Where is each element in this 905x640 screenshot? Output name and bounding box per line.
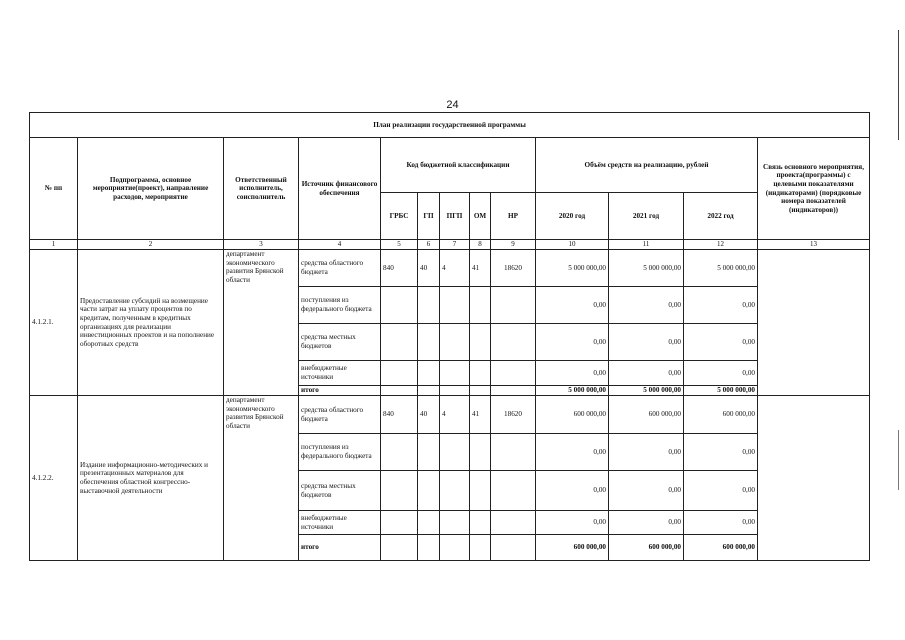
gp-cell: [418, 535, 440, 561]
col-header-responsible: Ответственный исполнитель, соисполнитель: [224, 138, 299, 240]
column-number: 9: [491, 240, 536, 250]
nr-cell: [491, 361, 536, 386]
indicator-link-cell: [758, 396, 870, 561]
column-number: 2: [78, 240, 224, 250]
amount-2022: 0,00: [684, 434, 758, 471]
pgp-cell: [440, 434, 470, 471]
om-cell: [470, 434, 491, 471]
column-number-row: [30, 240, 870, 250]
nr-cell: [491, 535, 536, 561]
amount-2021: 0,00: [609, 434, 684, 471]
amount-2021: 600 000,00: [609, 396, 684, 434]
col-header-om: ОМ: [470, 193, 491, 240]
column-number: 1: [30, 240, 78, 250]
gp-cell: [418, 471, 440, 511]
amount-2022: 0,00: [684, 471, 758, 511]
amount-2021: 5 000 000,00: [609, 386, 684, 396]
col-header-pgp: ПГП: [440, 193, 470, 240]
nr-cell: [491, 471, 536, 511]
source-cell: поступления из федерального бюджета: [299, 287, 381, 324]
col-header-2022: 2022 год: [684, 193, 758, 240]
col-header-program: Подпрограмма, основное мероприятие(проект), направление расходов, мероприятие: [78, 138, 224, 240]
column-number: 4: [299, 240, 381, 250]
nr-cell: [491, 324, 536, 361]
amount-2020: 0,00: [536, 361, 609, 386]
indicator-link-cell: [758, 250, 870, 396]
om-cell: [470, 511, 491, 535]
source-cell: итого: [299, 535, 381, 561]
om-cell: [470, 287, 491, 324]
om-cell: [470, 535, 491, 561]
gp-cell: 40: [418, 250, 440, 287]
pgp-cell: [440, 361, 470, 386]
pgp-cell: [440, 535, 470, 561]
scan-artifact-line: [898, 30, 899, 140]
om-cell: [470, 471, 491, 511]
source-cell: средства областного бюджета: [299, 396, 381, 434]
col-header-2020: 2020 год: [536, 193, 609, 240]
source-cell: внебюджетные источники: [299, 361, 381, 386]
grbs-cell: [381, 386, 418, 396]
nr-cell: [491, 511, 536, 535]
item-name: Предоставление субсидий на возмещение части затрат на уплату процентов по кредитам, полученным в кредитных организациях для реализации инвестиционных проектов и на пополнение оборотных средств: [78, 250, 224, 396]
amount-2021: 0,00: [609, 511, 684, 535]
gp-cell: 40: [418, 396, 440, 434]
source-cell: поступления из федерального бюджета: [299, 434, 381, 471]
amount-2020: 0,00: [536, 434, 609, 471]
grbs-cell: 840: [381, 396, 418, 434]
program-plan-table: [29, 112, 870, 561]
amount-2020: 0,00: [536, 287, 609, 324]
pgp-cell: [440, 386, 470, 396]
amount-2020: 600 000,00: [536, 535, 609, 561]
item-responsible: департамент экономического развития Брянской области: [224, 250, 299, 396]
grbs-cell: [381, 324, 418, 361]
col-header-link: Связь основного мероприятия, проекта(программы) с целевыми показателями (индикаторами) (порядковые номера показателей (индикаторов)): [758, 138, 870, 240]
gp-cell: [418, 511, 440, 535]
col-header-nr: НР: [491, 193, 536, 240]
grbs-cell: 840: [381, 250, 418, 287]
column-number: 10: [536, 240, 609, 250]
source-cell: итого: [299, 386, 381, 396]
gp-cell: [418, 324, 440, 361]
grbs-cell: [381, 287, 418, 324]
amount-2022: 0,00: [684, 511, 758, 535]
col-header-no: № пп: [30, 138, 78, 240]
pgp-cell: 4: [440, 396, 470, 434]
page-number: 24: [446, 99, 459, 111]
gp-cell: [418, 434, 440, 471]
nr-cell: [491, 287, 536, 324]
column-number: 6: [418, 240, 440, 250]
amount-2022: 0,00: [684, 361, 758, 386]
item-number: 4.1.2.2.: [30, 396, 78, 561]
nr-cell: [491, 386, 536, 396]
gp-cell: [418, 287, 440, 324]
table-row: [30, 250, 870, 287]
amount-2020: 0,00: [536, 511, 609, 535]
om-cell: 41: [470, 250, 491, 287]
column-number: 3: [224, 240, 299, 250]
source-cell: средства местных бюджетов: [299, 324, 381, 361]
grbs-cell: [381, 471, 418, 511]
item-number: 4.1.2.1.: [30, 250, 78, 396]
amount-2022: 0,00: [684, 287, 758, 324]
amount-2021: 0,00: [609, 287, 684, 324]
column-number: 13: [758, 240, 870, 250]
amount-2022: 600 000,00: [684, 396, 758, 434]
col-header-2021: 2021 год: [609, 193, 684, 240]
amount-2021: 600 000,00: [609, 535, 684, 561]
amount-2021: 0,00: [609, 324, 684, 361]
col-header-volume: Объём средств на реализацию, рублей: [536, 138, 758, 193]
amount-2022: 600 000,00: [684, 535, 758, 561]
pgp-cell: [440, 287, 470, 324]
item-name: Издание информационно-методических и презентационных материалов для обеспечения областной конгрессно-выставочной деятельности: [78, 396, 224, 561]
amount-2020: 5 000 000,00: [536, 250, 609, 287]
gp-cell: [418, 386, 440, 396]
grbs-cell: [381, 535, 418, 561]
table-title: План реализации государственной программы: [30, 113, 870, 138]
scan-artifact-line: [898, 430, 899, 490]
amount-2020: 0,00: [536, 471, 609, 511]
col-header-grbs: ГРБС: [381, 193, 418, 240]
col-header-gp: ГП: [418, 193, 440, 240]
column-number: 7: [440, 240, 470, 250]
amount-2022: 0,00: [684, 324, 758, 361]
amount-2021: 0,00: [609, 361, 684, 386]
col-header-source: Источник финансового обеспечения: [299, 138, 381, 240]
grbs-cell: [381, 361, 418, 386]
grbs-cell: [381, 434, 418, 471]
column-number: 11: [609, 240, 684, 250]
pgp-cell: 4: [440, 250, 470, 287]
amount-2021: 5 000 000,00: [609, 250, 684, 287]
nr-cell: 18620: [491, 396, 536, 434]
om-cell: [470, 361, 491, 386]
source-cell: внебюджетные источники: [299, 511, 381, 535]
amount-2020: 0,00: [536, 324, 609, 361]
item-responsible: департамент экономического развития Брянской области: [224, 396, 299, 561]
om-cell: [470, 386, 491, 396]
amount-2021: 0,00: [609, 471, 684, 511]
column-number: 12: [684, 240, 758, 250]
grbs-cell: [381, 511, 418, 535]
column-number: 5: [381, 240, 418, 250]
amount-2022: 5 000 000,00: [684, 250, 758, 287]
nr-cell: 18620: [491, 250, 536, 287]
amount-2020: 600 000,00: [536, 396, 609, 434]
om-cell: 41: [470, 396, 491, 434]
source-cell: средства местных бюджетов: [299, 471, 381, 511]
gp-cell: [418, 361, 440, 386]
nr-cell: [491, 434, 536, 471]
column-number: 8: [470, 240, 491, 250]
pgp-cell: [440, 471, 470, 511]
pgp-cell: [440, 511, 470, 535]
source-cell: средства областного бюджета: [299, 250, 381, 287]
table-row: [30, 396, 870, 434]
amount-2022: 5 000 000,00: [684, 386, 758, 396]
om-cell: [470, 324, 491, 361]
col-header-budget-code: Код бюджетной классификации: [381, 138, 536, 193]
amount-2020: 5 000 000,00: [536, 386, 609, 396]
pgp-cell: [440, 324, 470, 361]
